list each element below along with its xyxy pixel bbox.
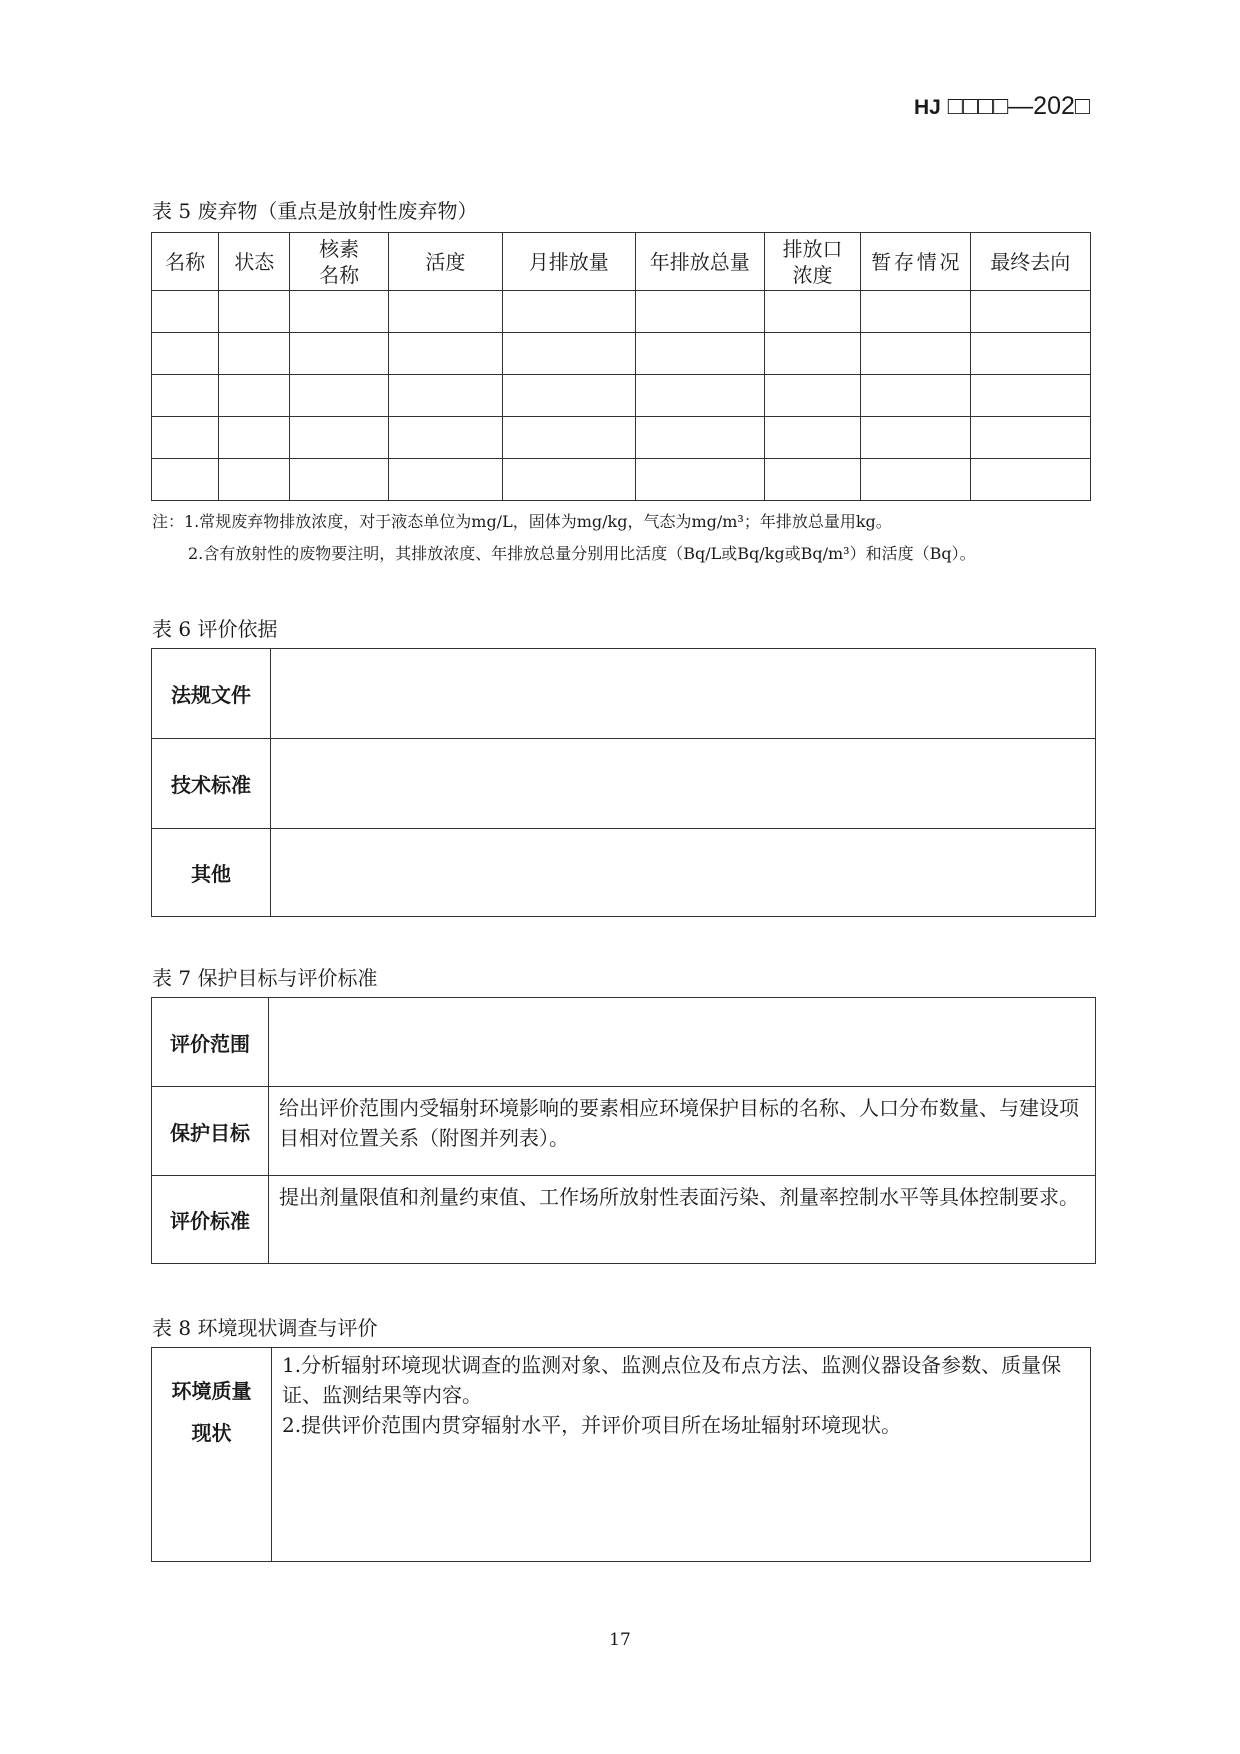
header-cell: 活度 — [388, 233, 502, 291]
header-cell: 排放口浓度 — [764, 233, 860, 291]
table5 — [151, 232, 1091, 501]
table8-caption: 表 8 环境现状调查与评价 — [152, 1316, 378, 1340]
row-label: 技术标准 — [152, 739, 271, 829]
table6 — [151, 648, 1096, 917]
row-content — [272, 1348, 1091, 1562]
table5-note-1: 注：1.常规废弃物排放浓度，对于液态单位为mg/L，固体为mg/kg，气态为mg/m³；年排放总量用kg。 — [152, 512, 892, 531]
table-row — [152, 375, 1091, 417]
label-line: 环境质量 — [171, 1379, 252, 1403]
row-label: 保护目标 — [152, 1087, 269, 1176]
header-cell: 月排放量 — [503, 233, 635, 291]
header-cell: 核素名称 — [290, 233, 388, 291]
row-content — [271, 829, 1096, 917]
table-row — [152, 417, 1091, 459]
table7 — [151, 997, 1096, 1264]
row-label: 评价范围 — [152, 998, 269, 1087]
table-row — [152, 1348, 1091, 1562]
table-row — [152, 998, 1096, 1087]
hj-prefix: HJ — [913, 96, 941, 119]
content-line: 1.分析辐射环境现状调查的监测对象、监测点位及布点方法、监测仪器设备参数、质量保证、监测结果等内容。 — [282, 1353, 1062, 1407]
table5-header-row — [152, 233, 1091, 291]
row-label: 评价标准 — [152, 1176, 269, 1264]
table-row — [152, 291, 1091, 333]
header-cell: 暂存情况 — [861, 233, 970, 291]
table-row — [152, 739, 1096, 829]
table-row — [152, 1087, 1096, 1176]
table5-note-2: 2.含有放射性的废物要注明，其排放浓度、年排放总量分别用比活度（Bq/L或Bq/kg或Bq/m³）和活度（Bq）。 — [188, 544, 976, 563]
row-label: 其他 — [152, 829, 271, 917]
row-content: 给出评价范围内受辐射环境影响的要素相应环境保护目标的名称、人口分布数量、与建设项目相对位置关系（附图并列表）。 — [269, 1087, 1096, 1176]
row-content — [269, 998, 1096, 1087]
header-cell: 年排放总量 — [635, 233, 764, 291]
header-cell: 状态 — [219, 233, 290, 291]
table-row — [152, 1176, 1096, 1264]
table6-caption: 表 6 评价依据 — [152, 617, 278, 641]
table-row — [152, 459, 1091, 501]
row-content — [271, 739, 1096, 829]
label-line: 现状 — [191, 1421, 232, 1445]
code-number: □□□□—202□ — [947, 92, 1090, 120]
row-content — [271, 649, 1096, 739]
header-cell: 名称 — [152, 233, 219, 291]
table-row — [152, 333, 1091, 375]
table-row — [152, 829, 1096, 917]
row-content: 提出剂量限值和剂量约束值、工作场所放射性表面污染、剂量率控制水平等具体控制要求。 — [269, 1176, 1096, 1264]
row-label: 法规文件 — [152, 649, 271, 739]
table-row — [152, 649, 1096, 739]
content-line: 2.提供评价范围内贯穿辐射水平，并评价项目所在场址辐射环境现状。 — [282, 1413, 902, 1437]
header-cell: 最终去向 — [970, 233, 1090, 291]
row-label — [152, 1348, 272, 1562]
table7-caption: 表 7 保护目标与评价标准 — [152, 966, 378, 990]
page-number: 17 — [609, 1630, 631, 1650]
standard-code — [914, 92, 1090, 121]
table5-caption: 表 5 废弃物（重点是放射性废弃物） — [152, 199, 478, 223]
table8 — [151, 1347, 1091, 1562]
